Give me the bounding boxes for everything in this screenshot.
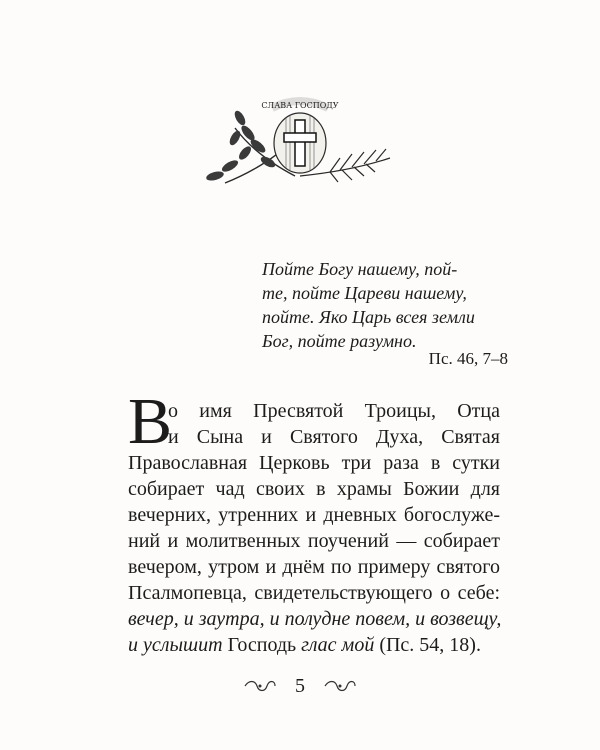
body-line: собирает чад своих в храмы Божии для bbox=[128, 478, 500, 500]
body-line: Псалмопевца, свидетельствующего о себе: bbox=[128, 582, 500, 604]
drop-cap: В bbox=[128, 385, 173, 458]
cross-laurel-emblem-icon bbox=[190, 88, 410, 198]
body-line-final bbox=[128, 632, 500, 658]
quote-fragment: и услышит bbox=[128, 634, 223, 656]
body-line: и Сына и Святого Духа, Святая bbox=[168, 426, 500, 448]
page-number: 5 bbox=[295, 674, 305, 697]
epigraph-line: Бог, пойте разумно. bbox=[262, 331, 417, 351]
body-line-quote: вечер, и заутра, и полудне повем, и возвещу, bbox=[128, 608, 502, 630]
epigraph-reference: Пс. 46, 7–8 bbox=[428, 349, 508, 368]
epigraph-line: пойте. Яко Царь всея земли bbox=[262, 307, 475, 327]
svg-text:СЛАВА ГОСПОДУ: СЛАВА ГОСПОДУ bbox=[261, 101, 339, 110]
quote-fragment: глас мой bbox=[301, 634, 375, 656]
body-line: вечером, утром и днём по примеру святого bbox=[128, 556, 500, 578]
scroll-ornament-icon bbox=[243, 680, 277, 692]
epigraph-line: те, пойте Цареви нашему, bbox=[262, 283, 467, 303]
scroll-ornament-icon bbox=[323, 680, 357, 692]
body-paragraph bbox=[128, 398, 500, 658]
body-line: о имя Пресвятой Троицы, Отца bbox=[168, 400, 500, 422]
text-fragment: Господь bbox=[222, 634, 302, 656]
epigraph-line: Пойте Богу нашему, пой- bbox=[262, 259, 458, 279]
epigraph bbox=[262, 257, 512, 353]
citation: (Пс. 54, 18). bbox=[374, 634, 481, 656]
body-line: вечерних, утренних и дневных богослуже- bbox=[128, 504, 500, 526]
body-line: Православная Церковь три раза в сутки bbox=[128, 452, 500, 474]
body-line: ний и молитвенных поучений — собирает bbox=[128, 530, 500, 552]
page-footer bbox=[0, 672, 600, 700]
